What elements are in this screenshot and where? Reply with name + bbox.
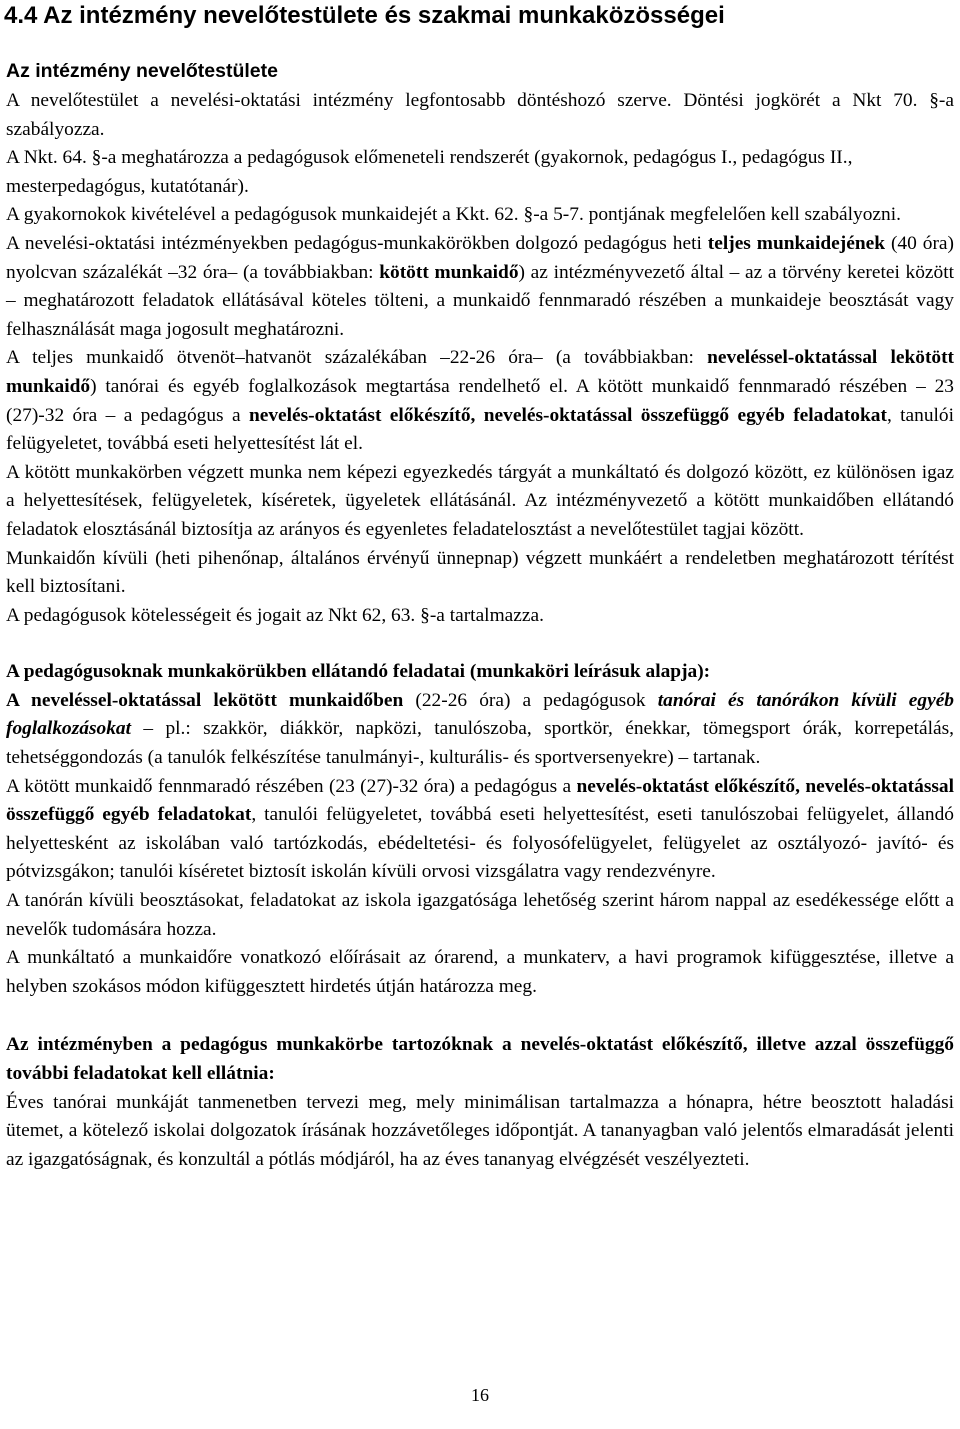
paragraph-8: A pedagógusok kötelességeit és jogait az Nkt 62, 63. §-a tartalmazza. (6, 604, 544, 626)
sub-heading: Az intézmény nevelőtestülete (6, 60, 278, 82)
paragraph-4: A nevelési-oktatási intézményekben pedagógus-munkakörökben dolgozó pedagógus heti teljes munkaidejének (40 óra) nyolcvan százalékát –32 óra– (a továbbiakban: kötött munkaidő) az intézményvezető által – az a törvény keretei között – meghatározott feladatok ellátásával köteles tölteni, a munkaidő fennmaradó részében a munkaideje beosztását vagy felhasználását maga jogosult meghatározni. (6, 232, 954, 340)
section-heading: 4.4 Az intézmény nevelőtestülete és szakmai munkaközösségei (4, 2, 725, 29)
subsection-heading-preparation: Az intézményben a pedagógus munkakörbe tartozóknak a nevelés-oktatást előkészítő, illetve azzal összefüggő további feladatokat kell ellátnia: (6, 1034, 954, 1084)
page-number: 16 (471, 1385, 489, 1405)
paragraph-2: A Nkt. 64. §-a meghatározza a pedagógusok előmeneteli rendszerét (gyakornok, pedagógus I., pedagógus II., mesterpedagógus, kutatótanár). (6, 147, 853, 197)
paragraph-1: A nevelőtestület a nevelési-oktatási intézmény legfontosabb döntéshozó szerve. Döntési jogkörét a Nkt 70. §-a szabályozza. (6, 90, 954, 140)
body-text (6, 87, 954, 1174)
paragraph-7: Munkaidőn kívüli (heti pihenőnap, általános érvényű ünnepnap) végzett munkáért a rendeletben meghatározott térítést kell biztosítani. (6, 547, 954, 598)
paragraph-5: A teljes munkaidő ötvenöt–hatvanöt százalékában –22-26 óra– (a továbbiakban: neveléssel-oktatással lekötött munkaidő) tanórai és egyéb foglalkozások megtartása rendelhető el. A kötött munkaidő fennmaradó részében – 23 (27)-32 óra – a pedagógus a nevelés-oktatást előkészítő, nevelés-oktatással összefüggő egyéb feladatokat, tanulói felügyeletet, továbbá eseti helyettesítést lát el. (6, 347, 955, 455)
paragraph-3: A gyakornokok kivételével a pedagógusok munkaidejét a Kkt. 62. §-a 5-7. pontjának megfelelően kell szabályozni. (6, 204, 901, 226)
paragraph-11: A tanórán kívüli beosztásokat, feladatokat az iskola igazgatósága lehetőség szerint három nappal az esedékessége előtt a nevelők tudomására hozza. (6, 890, 954, 940)
paragraph-6: A kötött munkakörben végzett munka nem képezi egyezkedés tárgyát a munkáltató és dolgozó között, ez különösen igaz a helyettesítések, felügyeletek, kíséretek, ügyeletek ellátásánál. Az intézményvezető a kötött munkaidőben ellátandó feladatok elosztásánál biztosítja az arányos és egyenletes feladatelosztást a nevelőtestület tagjai között. (6, 461, 954, 540)
subsection-heading-tasks: A pedagógusoknak munkakörükben ellátandó feladatai (munkaköri leírásuk alapja): (6, 661, 711, 683)
paragraph-9: A neveléssel-oktatással lekötött munkaidőben (22-26 óra) a pedagógusok tanórai és tanórákon kívüli egyéb foglalkozásokat – pl.: szakkör, diákkör, napközi, tanulószoba, sportkör, énekkar, tömegsport órák, korrepetálás, tehetséggondozás (a tanulók felkészítése tanulmányi-, kulturális- és sportversenyekre) – tartanak. (6, 689, 954, 769)
paragraph-10: A kötött munkaidő fennmaradó részében (23 (27)-32 óra) a pedagógus a nevelés-oktatást előkészítő, nevelés-oktatással összefüggő egyéb feladatokat, tanulói felügyeletet, továbbá eseti helyettesítést, eseti tanulószobai felügyelet, állandó helyettesként az iskolában való tartózkodás, ebédeltetési- és folyosófelügyelet, felügyelet az osztályozó- javító- és pótvizsgákon; tanulói kíséretet biztosít iskolán kívüli orvosi vizsgálatra vagy rendezvényre. (6, 775, 954, 883)
paragraph-12: A munkáltató a munkaidőre vonatkozó előírásait az órarend, a munkaterv, a havi programok kifüggesztése, illetve a helyben szokásos módon kifüggesztett hirdetés útján határozza meg. (6, 947, 954, 997)
paragraph-13: Éves tanórai munkáját tanmenetben tervezi meg, mely minimálisan tartalmazza a hónapra, hétre beosztott haladási ütemet, a kötelező iskolai dolgozatok írásának hozzávetőleges időpontját. A tananyagban való jelentős elmaradását jelenti az igazgatóságnak, és konzultál a pótlás módjáról, ha az éves tananyag elvégzését veszélyezteti. (6, 1091, 954, 1170)
